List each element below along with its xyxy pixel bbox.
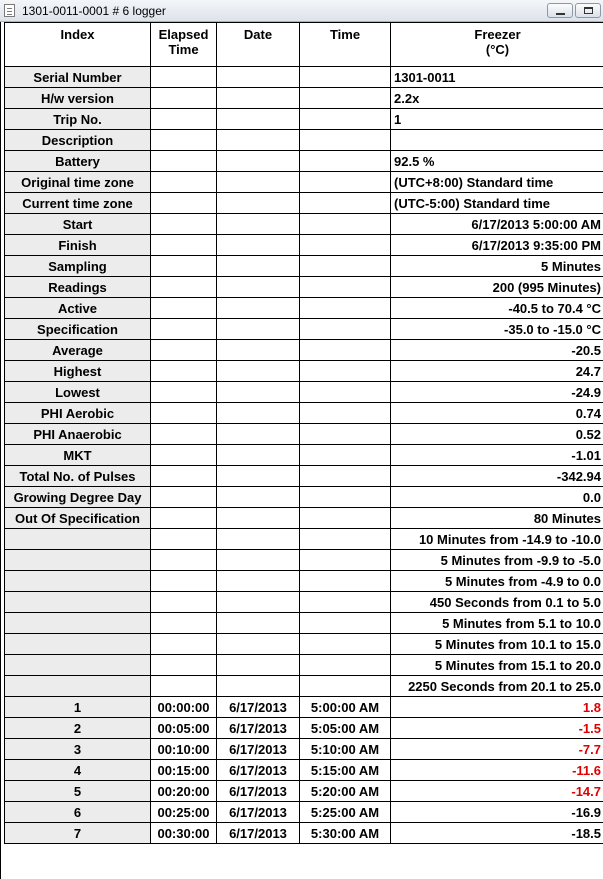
- summary-value: 24.7: [391, 361, 603, 382]
- spec-breakdown-row[interactable]: [5, 613, 603, 634]
- row-label: Out Of Specification: [5, 508, 151, 529]
- reading-date: 6/17/2013: [217, 718, 300, 739]
- reading-index: 3: [5, 739, 151, 760]
- empty-cell: [300, 676, 391, 697]
- reading-date: 6/17/2013: [217, 781, 300, 802]
- spec-breakdown-row[interactable]: [5, 571, 603, 592]
- empty-cell: [151, 67, 217, 88]
- empty-cell: [300, 529, 391, 550]
- empty-cell: [300, 340, 391, 361]
- summary-row[interactable]: [5, 487, 603, 508]
- reading-row[interactable]: [5, 760, 603, 781]
- row-label: Lowest: [5, 382, 151, 403]
- reading-row[interactable]: [5, 718, 603, 739]
- summary-row[interactable]: [5, 361, 603, 382]
- empty-cell: [217, 676, 300, 697]
- empty-cell: [217, 130, 300, 151]
- empty-cell: [217, 382, 300, 403]
- reading-elapsed: 00:10:00: [151, 739, 217, 760]
- summary-row[interactable]: [5, 235, 603, 256]
- empty-cell: [300, 67, 391, 88]
- window-controls: [547, 3, 601, 18]
- empty-cell: [151, 613, 217, 634]
- empty-label: [5, 571, 151, 592]
- empty-cell: [151, 634, 217, 655]
- row-label: Readings: [5, 277, 151, 298]
- empty-cell: [151, 403, 217, 424]
- summary-value: -35.0 to -15.0 °C: [391, 319, 603, 340]
- empty-cell: [217, 340, 300, 361]
- summary-row[interactable]: [5, 445, 603, 466]
- spec-breakdown-value: 5 Minutes from 10.1 to 15.0: [391, 634, 603, 655]
- reading-elapsed: 00:20:00: [151, 781, 217, 802]
- spec-breakdown-value: 2250 Seconds from 20.1 to 25.0: [391, 676, 603, 697]
- empty-cell: [217, 256, 300, 277]
- summary-value: -20.5: [391, 340, 603, 361]
- reading-elapsed: 00:00:00: [151, 697, 217, 718]
- empty-cell: [300, 88, 391, 109]
- empty-cell: [300, 466, 391, 487]
- reading-temperature: -16.9: [391, 802, 603, 823]
- reading-temperature: 1.8: [391, 697, 603, 718]
- summary-value: 0.0: [391, 487, 603, 508]
- reading-index: 6: [5, 802, 151, 823]
- row-label: PHI Aerobic: [5, 403, 151, 424]
- logger-table: [4, 22, 603, 844]
- summary-value: -24.9: [391, 382, 603, 403]
- empty-cell: [151, 592, 217, 613]
- row-label: PHI Anaerobic: [5, 424, 151, 445]
- reading-time: 5:30:00 AM: [300, 823, 391, 844]
- empty-cell: [217, 403, 300, 424]
- empty-cell: [217, 172, 300, 193]
- row-label: Highest: [5, 361, 151, 382]
- empty-cell: [151, 655, 217, 676]
- empty-cell: [151, 109, 217, 130]
- spec-breakdown-row[interactable]: [5, 655, 603, 676]
- reading-temperature: -1.5: [391, 718, 603, 739]
- empty-cell: [300, 634, 391, 655]
- summary-value: -342.94: [391, 466, 603, 487]
- empty-cell: [300, 508, 391, 529]
- empty-cell: [300, 403, 391, 424]
- summary-row[interactable]: [5, 466, 603, 487]
- empty-cell: [300, 550, 391, 571]
- reading-elapsed: 00:25:00: [151, 802, 217, 823]
- row-label: Serial Number: [5, 67, 151, 88]
- empty-cell: [217, 88, 300, 109]
- header-row: [5, 23, 603, 67]
- summary-value: 1301-0011: [391, 67, 603, 88]
- empty-cell: [151, 298, 217, 319]
- reading-row[interactable]: [5, 739, 603, 760]
- empty-cell: [300, 319, 391, 340]
- col-header-freezer[interactable]: Freezer (°C): [391, 23, 603, 67]
- row-label: Total No. of Pulses: [5, 466, 151, 487]
- row-label: Finish: [5, 235, 151, 256]
- row-label: Specification: [5, 319, 151, 340]
- reading-elapsed: 00:15:00: [151, 760, 217, 781]
- empty-cell: [217, 361, 300, 382]
- reading-temperature: -7.7: [391, 739, 603, 760]
- summary-value: (UTC-5:00) Standard time: [391, 193, 603, 214]
- empty-cell: [300, 109, 391, 130]
- empty-cell: [151, 361, 217, 382]
- summary-value: 6/17/2013 9:35:00 PM: [391, 235, 603, 256]
- summary-value: 0.52: [391, 424, 603, 445]
- reading-index: 5: [5, 781, 151, 802]
- summary-value: 6/17/2013 5:00:00 AM: [391, 214, 603, 235]
- col-header-index[interactable]: Index: [5, 23, 151, 67]
- reading-temperature: -11.6: [391, 760, 603, 781]
- empty-label: [5, 529, 151, 550]
- empty-cell: [300, 235, 391, 256]
- row-label: Growing Degree Day: [5, 487, 151, 508]
- reading-date: 6/17/2013: [217, 823, 300, 844]
- spec-breakdown-value: 10 Minutes from -14.9 to -10.0: [391, 529, 603, 550]
- empty-cell: [217, 424, 300, 445]
- summary-value: 1: [391, 109, 603, 130]
- empty-cell: [151, 88, 217, 109]
- summary-row[interactable]: [5, 214, 603, 235]
- reading-elapsed: 00:05:00: [151, 718, 217, 739]
- empty-cell: [217, 445, 300, 466]
- summary-value: 80 Minutes: [391, 508, 603, 529]
- empty-cell: [151, 424, 217, 445]
- empty-cell: [151, 550, 217, 571]
- empty-cell: [151, 235, 217, 256]
- empty-cell: [300, 613, 391, 634]
- empty-label: [5, 676, 151, 697]
- empty-label: [5, 613, 151, 634]
- data-grid[interactable]: [0, 22, 603, 879]
- document-icon: [4, 4, 15, 17]
- empty-cell: [151, 676, 217, 697]
- reading-time: 5:15:00 AM: [300, 760, 391, 781]
- empty-cell: [300, 592, 391, 613]
- reading-row[interactable]: [5, 697, 603, 718]
- reading-date: 6/17/2013: [217, 739, 300, 760]
- summary-row[interactable]: [5, 130, 603, 151]
- summary-row[interactable]: [5, 67, 603, 88]
- summary-row[interactable]: [5, 109, 603, 130]
- empty-cell: [217, 508, 300, 529]
- spec-breakdown-value: 5 Minutes from -4.9 to 0.0: [391, 571, 603, 592]
- title-bar[interactable]: [0, 0, 603, 22]
- row-label: Current time zone: [5, 193, 151, 214]
- spec-breakdown-row[interactable]: [5, 634, 603, 655]
- empty-cell: [151, 445, 217, 466]
- empty-cell: [151, 256, 217, 277]
- reading-time: 5:25:00 AM: [300, 802, 391, 823]
- empty-cell: [151, 319, 217, 340]
- empty-cell: [300, 256, 391, 277]
- empty-cell: [151, 529, 217, 550]
- summary-value: -40.5 to 70.4 °C: [391, 298, 603, 319]
- empty-cell: [151, 382, 217, 403]
- empty-cell: [151, 571, 217, 592]
- reading-time: 5:10:00 AM: [300, 739, 391, 760]
- empty-cell: [300, 130, 391, 151]
- empty-cell: [151, 487, 217, 508]
- summary-row[interactable]: [5, 151, 603, 172]
- summary-row[interactable]: [5, 424, 603, 445]
- summary-row[interactable]: [5, 319, 603, 340]
- minimize-button[interactable]: [547, 3, 573, 18]
- empty-cell: [300, 445, 391, 466]
- empty-cell: [300, 424, 391, 445]
- empty-cell: [217, 550, 300, 571]
- row-label: Start: [5, 214, 151, 235]
- empty-cell: [151, 508, 217, 529]
- col-header-time[interactable]: Time: [300, 23, 391, 67]
- empty-cell: [217, 109, 300, 130]
- empty-cell: [300, 193, 391, 214]
- empty-cell: [151, 466, 217, 487]
- reading-date: 6/17/2013: [217, 760, 300, 781]
- row-label: Trip No.: [5, 109, 151, 130]
- col-header-date[interactable]: Date: [217, 23, 300, 67]
- reading-time: 5:20:00 AM: [300, 781, 391, 802]
- summary-row[interactable]: [5, 508, 603, 529]
- spec-breakdown-value: 5 Minutes from 5.1 to 10.0: [391, 613, 603, 634]
- summary-value: 0.74: [391, 403, 603, 424]
- summary-row[interactable]: [5, 277, 603, 298]
- summary-value: 200 (995 Minutes): [391, 277, 603, 298]
- empty-cell: [300, 361, 391, 382]
- empty-cell: [217, 235, 300, 256]
- summary-value: -1.01: [391, 445, 603, 466]
- summary-row[interactable]: [5, 193, 603, 214]
- summary-value: [391, 130, 603, 151]
- empty-cell: [151, 172, 217, 193]
- empty-cell: [217, 592, 300, 613]
- row-label: Average: [5, 340, 151, 361]
- reading-index: 1: [5, 697, 151, 718]
- summary-value: 2.2x: [391, 88, 603, 109]
- reading-index: 4: [5, 760, 151, 781]
- summary-value: 92.5 %: [391, 151, 603, 172]
- empty-cell: [217, 277, 300, 298]
- empty-cell: [217, 634, 300, 655]
- row-label: Sampling: [5, 256, 151, 277]
- spec-breakdown-value: 5 Minutes from -9.9 to -5.0: [391, 550, 603, 571]
- empty-cell: [300, 655, 391, 676]
- empty-cell: [217, 214, 300, 235]
- reading-temperature: -14.7: [391, 781, 603, 802]
- summary-row[interactable]: [5, 298, 603, 319]
- reading-index: 2: [5, 718, 151, 739]
- reading-row[interactable]: [5, 781, 603, 802]
- empty-cell: [300, 571, 391, 592]
- summary-row[interactable]: [5, 382, 603, 403]
- empty-cell: [300, 382, 391, 403]
- spec-breakdown-value: 450 Seconds from 0.1 to 5.0: [391, 592, 603, 613]
- empty-cell: [151, 193, 217, 214]
- reading-elapsed: 00:30:00: [151, 823, 217, 844]
- row-label: Description: [5, 130, 151, 151]
- summary-row[interactable]: [5, 340, 603, 361]
- empty-cell: [300, 214, 391, 235]
- summary-value: 5 Minutes: [391, 256, 603, 277]
- spec-breakdown-value: 5 Minutes from 15.1 to 20.0: [391, 655, 603, 676]
- empty-cell: [217, 655, 300, 676]
- empty-cell: [217, 298, 300, 319]
- spec-breakdown-row[interactable]: [5, 676, 603, 697]
- empty-cell: [151, 214, 217, 235]
- empty-cell: [217, 571, 300, 592]
- summary-row[interactable]: [5, 172, 603, 193]
- reading-index: 7: [5, 823, 151, 844]
- reading-row[interactable]: [5, 823, 603, 844]
- empty-cell: [217, 319, 300, 340]
- summary-row[interactable]: [5, 256, 603, 277]
- empty-cell: [300, 172, 391, 193]
- empty-label: [5, 655, 151, 676]
- reading-temperature: -18.5: [391, 823, 603, 844]
- reading-time: 5:00:00 AM: [300, 697, 391, 718]
- reading-date: 6/17/2013: [217, 697, 300, 718]
- row-label: MKT: [5, 445, 151, 466]
- empty-cell: [217, 67, 300, 88]
- maximize-button[interactable]: [575, 3, 601, 18]
- row-label: Original time zone: [5, 172, 151, 193]
- spec-breakdown-row[interactable]: [5, 529, 603, 550]
- summary-row[interactable]: [5, 88, 603, 109]
- reading-row[interactable]: [5, 802, 603, 823]
- summary-value: (UTC+8:00) Standard time: [391, 172, 603, 193]
- empty-cell: [300, 487, 391, 508]
- summary-row[interactable]: [5, 403, 603, 424]
- spec-breakdown-row[interactable]: [5, 550, 603, 571]
- empty-cell: [151, 151, 217, 172]
- empty-cell: [217, 193, 300, 214]
- empty-label: [5, 592, 151, 613]
- empty-cell: [151, 130, 217, 151]
- empty-cell: [300, 298, 391, 319]
- reading-time: 5:05:00 AM: [300, 718, 391, 739]
- window-title: 1301-0011-0001 # 6 logger: [22, 4, 166, 18]
- spec-breakdown-row[interactable]: [5, 592, 603, 613]
- reading-date: 6/17/2013: [217, 802, 300, 823]
- row-label: H/w version: [5, 88, 151, 109]
- empty-cell: [217, 613, 300, 634]
- col-header-elapsed[interactable]: Elapsed Time: [151, 23, 217, 67]
- empty-cell: [300, 151, 391, 172]
- empty-label: [5, 634, 151, 655]
- empty-cell: [217, 466, 300, 487]
- empty-cell: [217, 529, 300, 550]
- empty-cell: [151, 277, 217, 298]
- empty-cell: [151, 340, 217, 361]
- row-label: Battery: [5, 151, 151, 172]
- empty-cell: [217, 487, 300, 508]
- row-label: Active: [5, 298, 151, 319]
- empty-label: [5, 550, 151, 571]
- empty-cell: [217, 151, 300, 172]
- empty-cell: [300, 277, 391, 298]
